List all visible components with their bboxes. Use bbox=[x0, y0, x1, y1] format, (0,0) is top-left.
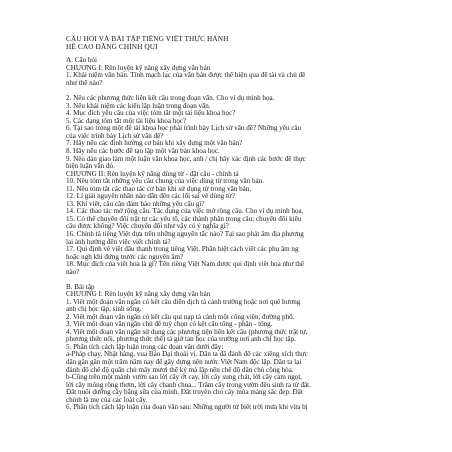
text-line: lời cây móng rồng thơm, lời cây chanh chua... Trăm cây trong vườn đều sinh ra từ đất. bbox=[66, 381, 311, 389]
text-line: 5. Các dạng tóm tắt một tài liệu khoa học? bbox=[66, 117, 187, 125]
section-a-questions bbox=[66, 65, 392, 276]
text-line: 4. Mục đích yêu cầu của việc tóm tắt một tài liệu khoa học? bbox=[66, 110, 236, 118]
text-line: đánh đổ chế độ quân chủ mấy mươi thế kỷ mà lập nên chế độ dân chủ cộng hòa. bbox=[66, 366, 294, 374]
text-line: 11. Nêu tóm tắt các thao tác cơ bản khi sử dụng từ trong văn bản. bbox=[66, 185, 252, 193]
text-line bbox=[66, 88, 392, 96]
text-line: 7. Hãy nêu các định hướng cơ bản khi xây dựng một văn bản? bbox=[66, 140, 243, 148]
text-line: chính là mẹ của các loài cây. bbox=[66, 396, 148, 404]
text-line: câu được không? Việc chuyển đổi như vậy có ý nghĩa gì? bbox=[66, 223, 229, 231]
text-line: lại ảnh hưởng đến việc viết chính tả? bbox=[66, 238, 171, 246]
section-a-heading: A. Câu hỏi bbox=[66, 57, 97, 65]
text-line: hoặc ngh khi đứng trước các nguyên âm? bbox=[66, 253, 184, 261]
text-line: 9. Nêu dàn giao làm một luận văn khoa học, anh / chị hãy xác định các bước để thực bbox=[66, 155, 306, 163]
text-line: 10. Nêu tóm tắt những yêu cầu chung của việc dùng từ trong văn bản. bbox=[66, 178, 264, 186]
text-line: 16. Chính tả tiếng Việt dựa trên những nguyên tắc nào? Tại sao phát âm địa phương bbox=[66, 230, 304, 238]
text-line: 6. Tại sao trong một đề tài khoa học phải trình bày Lịch sử vấn đề? Những yêu cầu bbox=[66, 125, 302, 133]
text-line: CHƯƠNG I: Rèn luyện kỹ năng xây dựng văn bản bbox=[66, 291, 211, 299]
section-b-exercises bbox=[66, 291, 392, 412]
text-line: của việc trình bày Lịch sử vấn đề? bbox=[66, 132, 164, 140]
text-line: CHƯƠNG II: Rèn luyện kỹ năng dùng từ - đặt câu - chính tả bbox=[66, 170, 239, 178]
text-line: 4. Viết một đoạn văn ngắn sử dụng các phương tiện liên kết câu (phương thức trật tự, bbox=[66, 328, 308, 336]
text-line: 15. Có thể chuyển đổi trật tự các yếu tố, các thành phần trong câu; chuyển đổi kiểu bbox=[66, 215, 302, 223]
text-line: 3. Nêu khái niệm các kiểu lập luận trong đoạn văn. bbox=[66, 102, 211, 110]
text-line: CHƯƠNG I: Rèn luyện kỹ năng xây dựng văn bản bbox=[66, 64, 211, 72]
spacer bbox=[66, 50, 392, 57]
text-line: nào? bbox=[66, 268, 80, 276]
text-line: 1. Khái niệm văn bản. Tính mạch lạc của văn bản được thể hiện qua để tài và chủ đề bbox=[66, 72, 306, 80]
text-line: anh chị học tập, sinh sống. bbox=[66, 306, 142, 314]
text-line: như thế nào? bbox=[66, 80, 103, 88]
text-line: 1. Viết một đoạn văn ngắn có kết cấu diễn dịch tả cảnh trường hoặc nơi quê hương bbox=[66, 298, 301, 306]
text-line: 6. Phân tích cách lập luận của đoạn văn sau: Những người từ biết trời mưa khi vừa bị bbox=[66, 404, 308, 412]
text-line: 3. Viết một đoạn văn ngắn chủ đề tuỳ chọn có kết cấu tổng - phân - tổng. bbox=[66, 321, 273, 329]
spacer bbox=[66, 276, 392, 283]
text-line: phương thức nối, phương thức thế) tả giờ tan học của trường nơi anh chị học tập. bbox=[66, 336, 296, 344]
text-line: b-Cũng trên một mảnh vườn sao lời cây ớt cay, lời cây sung chát, lời cây cam ngọt, bbox=[66, 374, 303, 382]
text-line: 13. Khi viết, câu cần đảm bảo những yêu cầu gì? bbox=[66, 200, 205, 208]
text-line: 17. Qui định về viết dấu thanh trong tiếng Việt. Phân biệt cách viết các phụ âm ng bbox=[66, 246, 299, 254]
document-subtitle: HỆ CAO ĐẲNG CHÍNH QUI bbox=[66, 42, 158, 51]
text-line: Đất nuôi dưỡng cây bằng sữa của mình. Đất truyền cho cây mùa màng sắc đẹp. Đất bbox=[66, 389, 303, 397]
text-line: dân gần gần một trăm năm nay để gây dựng nên nước Việt Nam độc lập. Dân ta lại bbox=[66, 359, 302, 367]
text-line: 8. Hãy nêu các bước để tạo lập một văn bản khoa học. bbox=[66, 147, 220, 155]
text-line: hiện luận văn đó. bbox=[66, 163, 115, 171]
text-line: 12. Lí giải nguyên nhân nào dẫn đến các lỗi sai về dùng từ? bbox=[66, 193, 235, 201]
text-line: a-Pháp chạy, Nhật hàng, vua Bảo Đại thoái vị. Dân ta đã đánh đổ các xiềng xích thực bbox=[66, 351, 308, 359]
text-line: 14. Các thao tác mở rộng câu. Tác dụng của việc mở rộng câu. Cho ví dụ minh họa. bbox=[66, 208, 304, 216]
document-title: CÂU HỎI VÀ BÀI TẬP TIẾNG VIỆT THỰC HÀNH bbox=[66, 35, 229, 43]
text-line: 5. Phân tích cách lập luận trong các đoạn văn dưới đây: bbox=[66, 343, 224, 351]
text-line: 2. Nêu các phương thức liên kết câu trong đoạn văn. Cho ví dụ minh họa. bbox=[66, 95, 275, 103]
text-line: 18. Mục đích của viết hoa là gì? Tên riêng Việt Nam được qui định viết hoa như thế bbox=[66, 261, 304, 269]
text-line: 2. Viết một đoạn văn ngắn có kết cấu qui nạp tả cảnh một công viên, đường phố. bbox=[66, 313, 295, 321]
section-b-heading: B. Bài tập bbox=[66, 283, 95, 291]
